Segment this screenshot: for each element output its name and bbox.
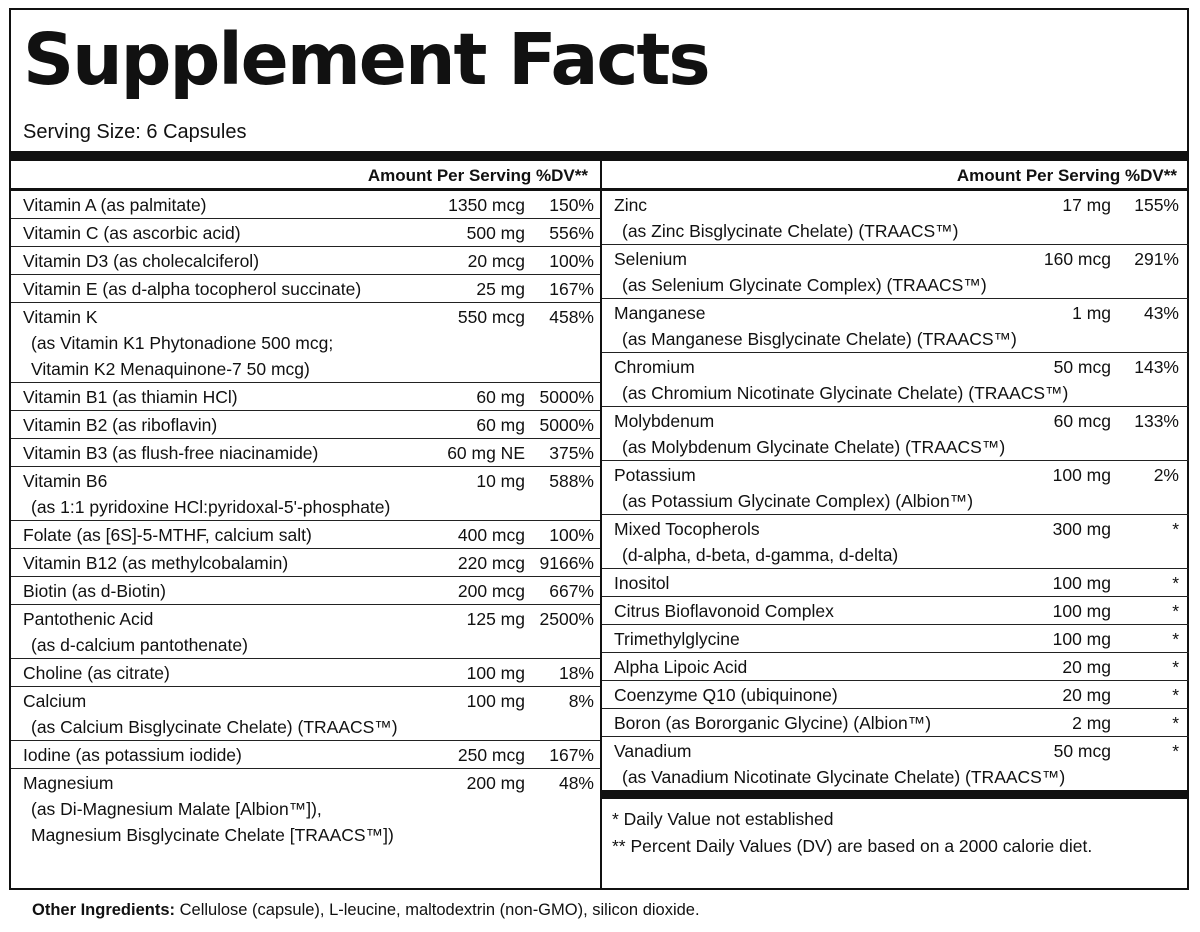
nutrient-amount: 300 mg (1052, 519, 1111, 539)
nutrient-amount: 100 mg (1052, 601, 1111, 621)
nutrient-daily-value: 100% (549, 251, 594, 271)
nutrient-source: (as Vanadium Nicotinate Glycinate Chelate) (TRAACS™) (622, 767, 1066, 787)
nutrient-source: Magnesium Bisglycinate Chelate [TRAACS™]) (31, 825, 394, 845)
nutrient-amount: 25 mg (476, 279, 525, 299)
nutrient-daily-value: * (1172, 573, 1179, 593)
nutrient-daily-value: * (1172, 685, 1179, 705)
nutrient-name: Boron (as Bororganic Glycine) (Albion™) (614, 713, 932, 733)
nutrient-name: Selenium (614, 249, 687, 269)
nutrient-daily-value: 8% (568, 691, 594, 711)
label-title: Supplement Facts (23, 18, 709, 101)
nutrient-amount: 100 mg (1052, 465, 1111, 485)
nutrient-amount: 200 mg (466, 773, 525, 793)
nutrient-amount: 60 mg (476, 387, 525, 407)
nutrient-name: Vitamin A (as palmitate) (23, 195, 207, 215)
other-ingredients-label: Other Ingredients: (32, 901, 176, 919)
nutrient-row (11, 219, 600, 247)
nutrient-row (11, 687, 600, 741)
nutrient-row (602, 299, 1189, 353)
nutrient-row (11, 411, 600, 439)
nutrient-source: (as Potassium Glycinate Complex) (Albion™) (622, 491, 974, 511)
right-column-header: Amount Per Serving %DV** (602, 161, 1189, 191)
nutrient-name: Vitamin B3 (as flush-free niacinamide) (23, 443, 319, 463)
nutrient-name: Vitamin B1 (as thiamin HCl) (23, 387, 238, 407)
nutrient-name: Folate (as [6S]-5-MTHF, calcium salt) (23, 525, 312, 545)
serving-size: Serving Size: 6 Capsules (23, 121, 247, 143)
other-ingredients (32, 901, 700, 920)
nutrient-name: Vitamin K (23, 307, 98, 327)
nutrient-daily-value: 133% (1134, 411, 1179, 431)
nutrient-row (11, 191, 600, 219)
nutrient-amount: 20 mcg (467, 251, 525, 271)
nutrient-amount: 220 mcg (457, 553, 525, 573)
nutrient-amount: 10 mg (476, 471, 525, 491)
nutrient-daily-value: 667% (549, 581, 594, 601)
nutrient-row (602, 245, 1189, 299)
nutrient-row (602, 709, 1189, 737)
nutrient-row (602, 461, 1189, 515)
nutrient-name: Molybdenum (614, 411, 715, 431)
nutrient-daily-value: 556% (549, 223, 594, 243)
nutrient-name: Pantothenic Acid (23, 609, 154, 629)
nutrient-row (602, 407, 1189, 461)
nutrient-name: Biotin (as d-Biotin) (23, 581, 166, 601)
nutrient-row (602, 737, 1189, 790)
nutrient-name: Magnesium (23, 773, 114, 793)
nutrient-row (602, 353, 1189, 407)
nutrient-amount: 160 mcg (1043, 249, 1111, 269)
nutrient-source: (as 1:1 pyridoxine HCl:pyridoxal-5'-phosphate) (31, 497, 391, 517)
nutrient-name: Chromium (614, 357, 695, 377)
nutrient-name: Vanadium (614, 741, 692, 761)
nutrient-row (602, 569, 1189, 597)
nutrient-source: (as Chromium Nicotinate Glycinate Chelate) (TRAACS™) (622, 383, 1069, 403)
nutrient-source: Vitamin K2 Menaquinone-7 50 mcg) (31, 359, 310, 379)
nutrient-daily-value: 2% (1153, 465, 1179, 485)
nutrient-source: (as Di-Magnesium Malate [Albion™]), (31, 799, 322, 819)
nutrient-amount: 2 mg (1072, 713, 1111, 733)
footnotes (602, 790, 1189, 860)
nutrient-row (602, 597, 1189, 625)
nutrient-row (602, 515, 1189, 569)
nutrient-row (11, 577, 600, 605)
nutrient-daily-value: * (1172, 741, 1179, 761)
nutrient-name: Zinc (614, 195, 648, 215)
nutrient-source: (as Vitamin K1 Phytonadione 500 mcg; (31, 333, 334, 353)
nutrient-daily-value: 458% (549, 307, 594, 327)
nutrient-row (11, 549, 600, 577)
nutrient-source: (as Manganese Bisglycinate Chelate) (TRAACS™) (622, 329, 1017, 349)
nutrient-amount: 60 mg (476, 415, 525, 435)
nutrient-daily-value: * (1172, 657, 1179, 677)
nutrient-row (11, 275, 600, 303)
nutrient-daily-value: * (1172, 713, 1179, 733)
nutrient-source: (as Calcium Bisglycinate Chelate) (TRAACS™) (31, 717, 398, 737)
nutrient-amount: 50 mcg (1053, 741, 1111, 761)
left-column-header: Amount Per Serving %DV** (11, 161, 600, 191)
nutrient-name: Alpha Lipoic Acid (614, 657, 748, 677)
other-ingredients-text: Cellulose (capsule), L-leucine, maltodextrin (non-GMO), silicon dioxide. (175, 901, 700, 919)
nutrient-name: Calcium (23, 691, 87, 711)
nutrient-amount: 60 mcg (1053, 411, 1111, 431)
nutrient-amount: 60 mg NE (447, 443, 525, 463)
nutrient-row (11, 247, 600, 275)
nutrient-name: Coenzyme Q10 (ubiquinone) (614, 685, 838, 705)
nutrient-amount: 50 mcg (1053, 357, 1111, 377)
nutrient-row (602, 191, 1189, 245)
nutrient-row (11, 605, 600, 659)
nutrient-amount: 100 mg (466, 663, 525, 683)
nutrient-amount: 100 mg (466, 691, 525, 711)
right-nutrient-list (602, 191, 1189, 790)
nutrient-amount: 20 mg (1062, 685, 1111, 705)
nutrient-source: (as Molybdenum Glycinate Chelate) (TRAACS™) (622, 437, 1006, 457)
thick-divider (11, 151, 1187, 161)
nutrient-amount: 500 mg (466, 223, 525, 243)
nutrient-name: Vitamin E (as d-alpha tocopherol succinate) (23, 279, 362, 299)
nutrient-daily-value: 291% (1134, 249, 1179, 269)
nutrient-daily-value: 588% (549, 471, 594, 491)
nutrient-daily-value: 48% (558, 773, 594, 793)
nutrient-daily-value: 9166% (539, 553, 594, 573)
nutrient-name: Inositol (614, 573, 670, 593)
nutrient-row (11, 439, 600, 467)
nutrient-name: Choline (as citrate) (23, 663, 170, 683)
nutrient-row (602, 653, 1189, 681)
nutrient-amount: 17 mg (1062, 195, 1111, 215)
nutrient-name: Vitamin B2 (as riboflavin) (23, 415, 218, 435)
nutrient-daily-value: 100% (549, 525, 594, 545)
nutrient-source: (d-alpha, d-beta, d-gamma, d-delta) (622, 545, 899, 565)
nutrient-amount: 100 mg (1052, 629, 1111, 649)
left-column (11, 161, 600, 888)
nutrient-row (11, 659, 600, 687)
nutrient-daily-value: 2500% (539, 609, 594, 629)
nutrient-name: Mixed Tocopherols (614, 519, 760, 539)
nutrient-name: Vitamin B12 (as methylcobalamin) (23, 553, 289, 573)
nutrient-name: Potassium (614, 465, 696, 485)
nutrient-row (11, 467, 600, 521)
nutrient-source: (as d-calcium pantothenate) (31, 635, 248, 655)
nutrient-daily-value: * (1172, 629, 1179, 649)
nutrient-amount: 1350 mcg (448, 195, 525, 215)
nutrient-name: Vitamin B6 (23, 471, 108, 491)
nutrient-amount: 550 mcg (457, 307, 525, 327)
nutrient-amount: 250 mcg (457, 745, 525, 765)
nutrient-daily-value: 155% (1134, 195, 1179, 215)
nutrient-row (602, 625, 1189, 653)
nutrient-row (11, 741, 600, 769)
nutrient-daily-value: * (1172, 519, 1179, 539)
nutrient-amount: 20 mg (1062, 657, 1111, 677)
nutrient-amount: 200 mcg (457, 581, 525, 601)
nutrient-row (11, 521, 600, 549)
nutrient-row (11, 383, 600, 411)
nutrient-name: Iodine (as potassium iodide) (23, 745, 242, 765)
nutrient-daily-value: 43% (1143, 303, 1179, 323)
nutrient-name: Vitamin C (as ascorbic acid) (23, 223, 241, 243)
nutrient-amount: 125 mg (466, 609, 525, 629)
nutrient-source: (as Selenium Glycinate Complex) (TRAACS™) (622, 275, 987, 295)
nutrient-amount: 100 mg (1052, 573, 1111, 593)
nutrient-name: Trimethylglycine (614, 629, 740, 649)
nutrient-daily-value: 167% (549, 279, 594, 299)
nutrient-daily-value: 5000% (539, 415, 594, 435)
nutrient-amount: 1 mg (1072, 303, 1111, 323)
nutrient-daily-value: 375% (549, 443, 594, 463)
nutrient-daily-value: * (1172, 601, 1179, 621)
nutrient-name: Manganese (614, 303, 706, 323)
footnote-percent-dv: ** Percent Daily Values (DV) are based on a 2000 calorie diet. (612, 836, 1093, 856)
nutrient-daily-value: 18% (558, 663, 594, 683)
supplement-facts-label (9, 8, 1189, 890)
right-column (602, 161, 1189, 888)
nutrient-name: Vitamin D3 (as cholecalciferol) (23, 251, 260, 271)
nutrient-daily-value: 143% (1134, 357, 1179, 377)
nutrient-amount: 400 mcg (457, 525, 525, 545)
nutrient-row (602, 681, 1189, 709)
nutrient-row (11, 769, 600, 848)
nutrient-daily-value: 167% (549, 745, 594, 765)
nutrient-row (11, 303, 600, 383)
nutrient-daily-value: 5000% (539, 387, 594, 407)
nutrient-daily-value: 150% (549, 195, 594, 215)
footnote-daily-value: * Daily Value not established (612, 809, 834, 829)
nutrient-source: (as Zinc Bisglycinate Chelate) (TRAACS™) (622, 221, 959, 241)
nutrient-name: Citrus Bioflavonoid Complex (614, 601, 834, 621)
left-nutrient-list (11, 191, 600, 848)
